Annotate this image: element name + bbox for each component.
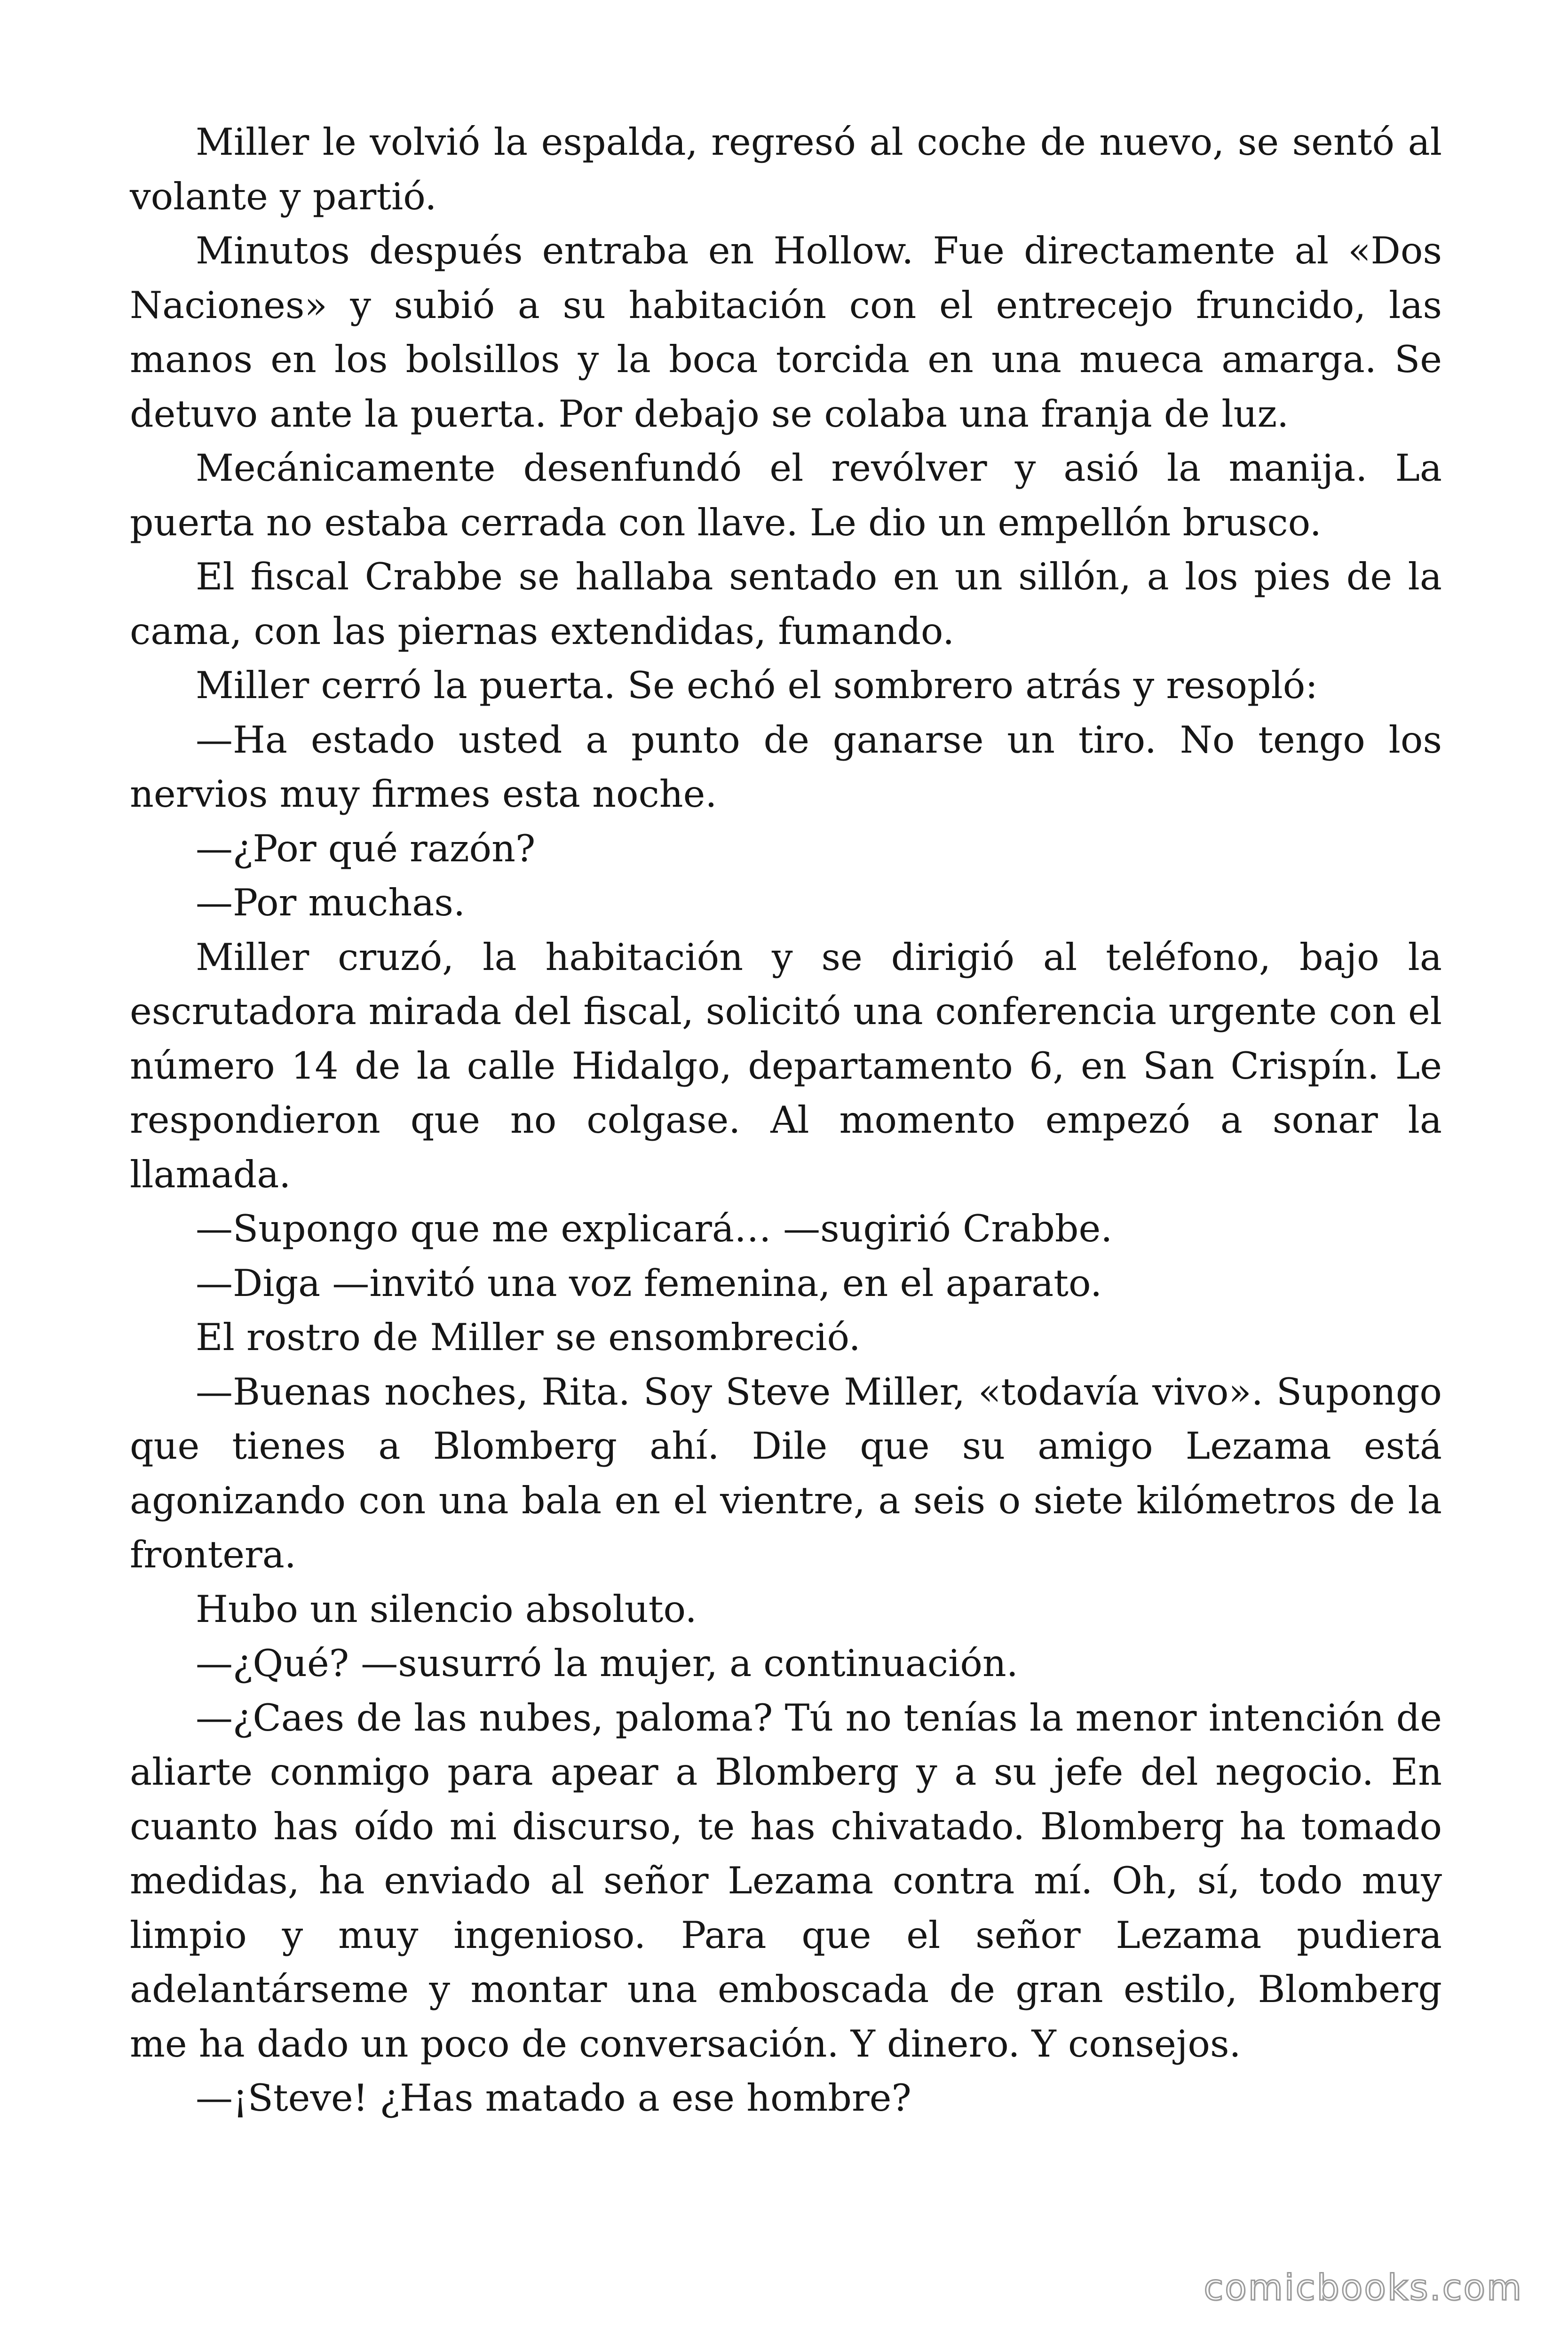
paragraph: Hubo un silencio absoluto. — [196, 1587, 697, 1631]
paragraph: El rostro de Miller se ensombreció. — [196, 1316, 861, 1359]
paragraph: —Supongo que me explicará… —sugirió Crabbe. — [196, 1207, 1113, 1250]
paragraph: Mecánicamente desenfundó el revólver y asió la manija. La puerta no estaba cerrada con llave. Le dio un empellón brusco. — [130, 446, 1442, 544]
paragraph: —¿Qué? —susurró la mujer, a continuación. — [196, 1642, 1018, 1685]
paragraph: El fiscal Crabbe se hallaba sentado en un sillón, a los pies de la cama, con las piernas extendidas, fumando. — [130, 555, 1442, 653]
paragraph: —¿Por qué razón? — [196, 826, 536, 870]
paragraph: Minutos después entraba en Hollow. Fue directamente al «Dos Naciones» y subió a su habitación con el entrecejo fruncido, las manos en los bolsillos y la boca torcida en una mueca amarga. Se detuvo ante la puerta. Por debajo se colaba una franja de luz. — [130, 229, 1442, 436]
paragraph: —Por muchas. — [196, 881, 466, 924]
paragraph: —¿Caes de las nubes, paloma? Tú no tenías la menor intención de aliarte conmigo para apear a Blomberg y a su jefe del negocio. En cuanto has oído mi discurso, te has chivatado. Blomberg ha tomado medidas, ha enviado al señor Lezama contra mí. Oh, sí, todo muy limpio y muy ingenioso. Para que el señor Lezama pudiera adelantárseme y montar una emboscada de gran estilo, Blomberg me ha dado un poco de conversación. Y dinero. Y consejos. — [130, 1696, 1442, 2066]
watermark-logo: comicbooks.com — [1204, 2266, 1523, 2308]
paragraph: Miller cerró la puerta. Se echó el sombrero atrás y resopló: — [196, 664, 1318, 707]
paragraph: —Buenas noches, Rita. Soy Steve Miller, «todavía vivo». Supongo que tienes a Blomberg ahí. Dile que su amigo Lezama está agonizando con una bala en el vientre, a seis o siete kilómetros de la frontera. — [130, 1370, 1442, 1576]
paragraph: Miller le volvió la espalda, regresó al coche de nuevo, se sentó al volante y partió. — [130, 120, 1442, 218]
book-page-text — [130, 115, 1442, 2126]
paragraph: —¡Steve! ¿Has matado a ese hombre? — [196, 2076, 911, 2120]
paragraph: —Diga —invitó una voz femenina, en el aparato. — [196, 1261, 1102, 1305]
paragraph: —Ha estado usted a punto de ganarse un tiro. No tengo los nervios muy firmes esta noche. — [130, 718, 1442, 816]
paragraph: Miller cruzó, la habitación y se dirigió al teléfono, bajo la escrutadora mirada del fiscal, solicitó una conferencia urgente con el número 14 de la calle Hidalgo, departamento 6, en San Crispín. Le respondieron que no colgase. Al momento empezó a sonar la llamada. — [130, 935, 1442, 1196]
